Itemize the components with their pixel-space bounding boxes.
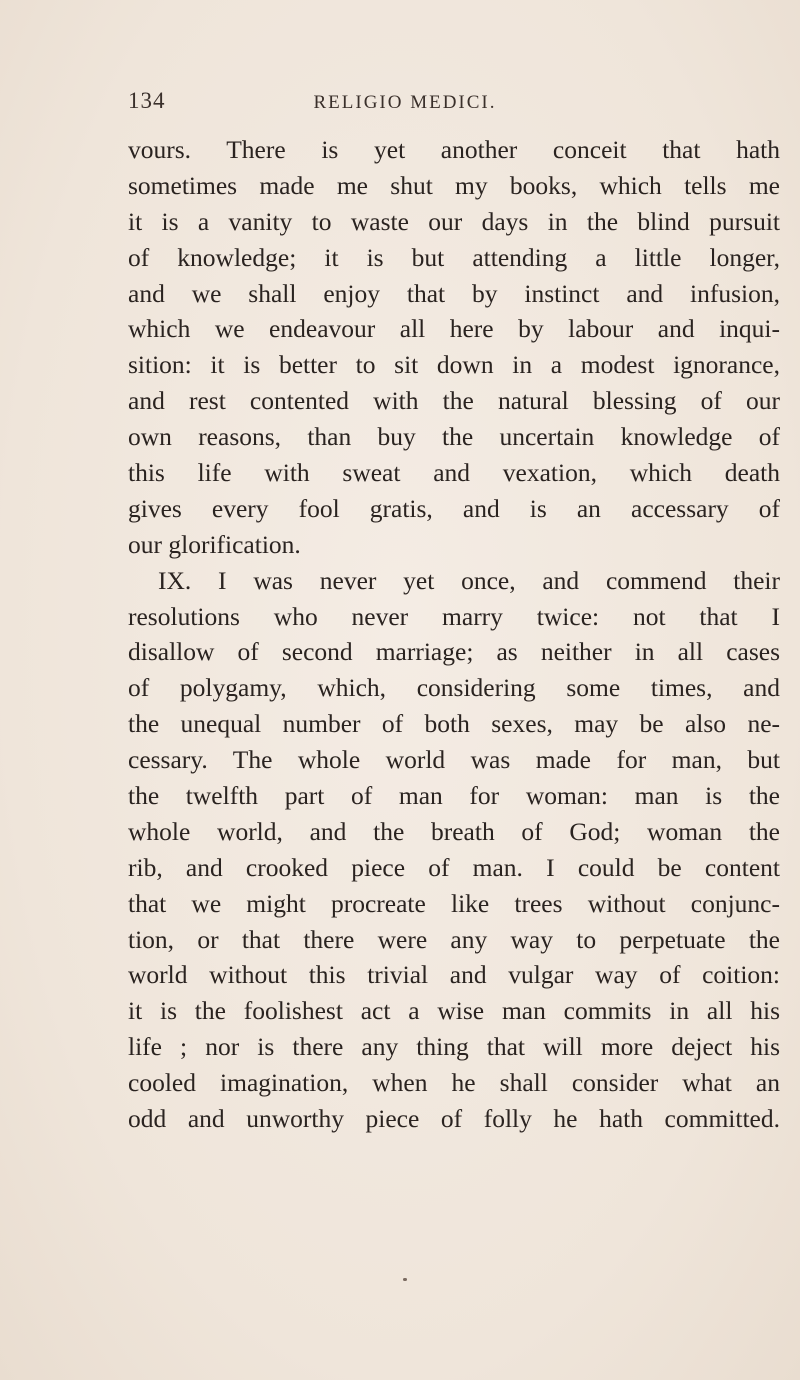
text-line: of knowledge; it is but attending a little longer,: [128, 242, 780, 272]
paragraph-end-line: our glorification.: [128, 529, 301, 559]
text-line: and we shall enjoy that by instinct and infusion,: [128, 278, 780, 308]
page-header: [0, 88, 800, 122]
body-text: [128, 132, 780, 1137]
text-line: life ; nor is there any thing that will more deject his: [128, 1032, 780, 1062]
running-title: RELIGIO MEDICI.: [313, 92, 497, 113]
text-line: cooled imagination, when he shall consider what an: [128, 1068, 780, 1098]
text-line: whole world, and the breath of God; woman the: [128, 816, 780, 846]
text-line: rib, and crooked piece of man. I could be content: [128, 852, 780, 882]
text-line: odd and unworthy piece of folly he hath committed.: [128, 1104, 780, 1134]
text-line: this life with sweat and vexation, which death: [128, 458, 780, 488]
text-line: it is the foolishest act a wise man commits in all his: [128, 996, 780, 1026]
text-line: resolutions who never marry twice: not that I: [128, 601, 780, 631]
text-line: it is a vanity to waste our days in the blind pursuit: [128, 206, 780, 236]
text-line: which we endeavour all here by labour and inqui-: [128, 314, 780, 344]
text-line: disallow of second marriage; as neither in all cases: [128, 637, 780, 667]
page-number: 134: [128, 88, 166, 113]
text-line: cessary. The whole world was made for man, but: [128, 745, 780, 775]
ink-fleck: [403, 1278, 407, 1281]
text-line: of polygamy, which, considering some times, and: [128, 673, 780, 703]
text-line: the unequal number of both sexes, may be also ne-: [128, 709, 780, 739]
text-line: sition: it is better to sit down in a modest ignorance,: [128, 350, 780, 380]
text-line: vours. There is yet another conceit that hath: [128, 135, 780, 164]
text-line: tion, or that there were any way to perpetuate the: [128, 924, 780, 954]
text-line: gives every fool gratis, and is an accessary of: [128, 493, 780, 523]
text-line: that we might procreate like trees without conjunc-: [128, 888, 780, 918]
text-line: sometimes made me shut my books, which tells me: [128, 170, 780, 200]
text-line: and rest contented with the natural blessing of our: [128, 386, 780, 416]
section-start-line: IX. I was never yet once, and commend their: [158, 565, 780, 595]
text-line: own reasons, than buy the uncertain knowledge of: [128, 422, 780, 452]
text-line: the twelfth part of man for woman: man is the: [128, 781, 780, 811]
text-line: world without this trivial and vulgar way of coition:: [128, 960, 780, 990]
